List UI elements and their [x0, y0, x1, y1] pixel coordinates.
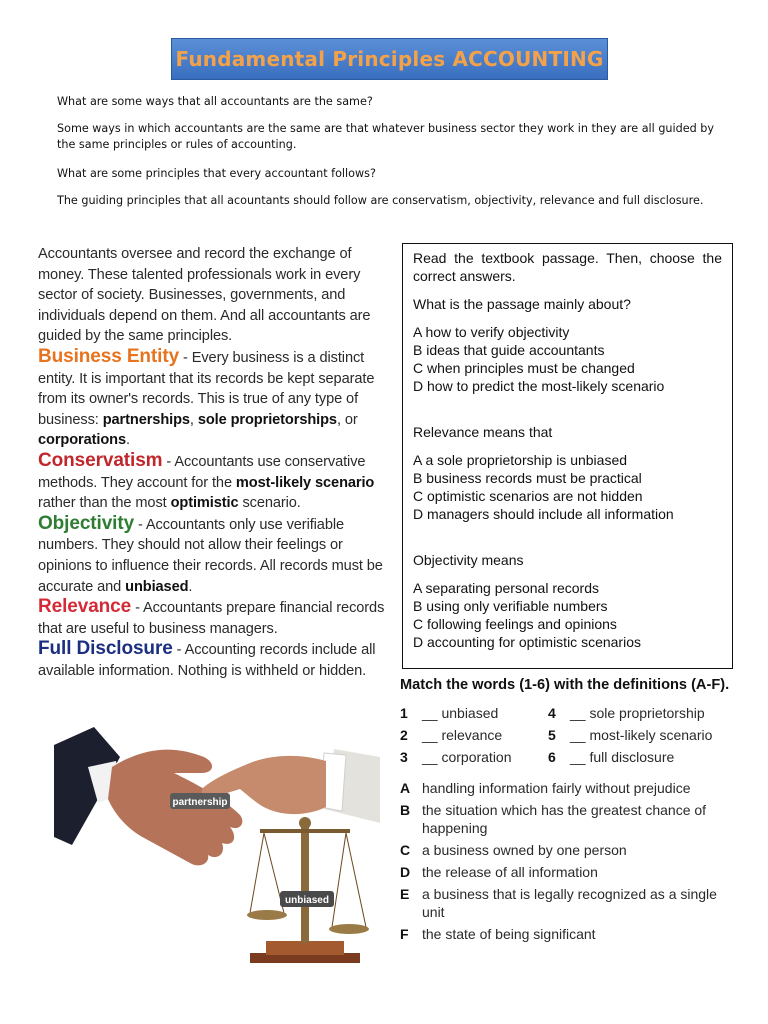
definition-text: the state of being significant [422, 926, 596, 942]
conservatism-text3: scenario. [238, 495, 301, 512]
match-definition [400, 925, 734, 943]
quiz-question-2: Relevance means that [413, 424, 553, 440]
page-title-banner [171, 38, 608, 80]
quiz-option[interactable]: D managers should include all information [413, 506, 674, 522]
quiz-options-1 [413, 323, 722, 395]
match-word-number: 6 [548, 749, 556, 765]
question-2: What are some principles that every accountant follows? [57, 167, 376, 180]
quiz-box [402, 243, 733, 669]
business-entity-sep2: , or [336, 411, 358, 428]
passage-business-entity [38, 347, 398, 451]
definition-text: a business that is legally recognized as a single unit [422, 886, 717, 920]
scale-top [299, 817, 311, 829]
definition-letter: D [400, 864, 411, 880]
partnership-tag-label: partnership [172, 797, 228, 808]
match-definition [400, 801, 734, 837]
match-word[interactable] [548, 748, 734, 766]
definition-text: the release of all information [422, 864, 598, 880]
scale-chain [332, 833, 346, 927]
match-word-text: __ most-likely scenario [570, 727, 713, 743]
scale-beam [260, 829, 350, 833]
question-1: What are some ways that all accountants are the same? [57, 95, 373, 108]
quiz-option[interactable]: C when principles must be changed [413, 360, 635, 376]
scale-chain [346, 833, 366, 927]
passage-conservatism [38, 451, 398, 514]
bold-partnerships: partnerships [102, 411, 190, 428]
definition-text: a business owned by one person [422, 842, 627, 858]
match-word-number: 4 [548, 705, 556, 721]
match-word-text: __ unbiased [422, 705, 499, 721]
business-entity-text: - Every business is a distinct entity. It is important that its records be kept separate from its owner's records. This is true of any type of business: [38, 349, 375, 428]
quiz-option[interactable]: C optimistic scenarios are not hidden [413, 488, 643, 504]
quiz-option[interactable]: C following feelings and opinions [413, 616, 617, 632]
quiz-option[interactable]: D accounting for optimistic scenarios [413, 634, 641, 650]
scale-plinth [266, 941, 344, 955]
page-title: Fundamental Principles ACCOUNTING [175, 47, 604, 71]
bold-corporations: corporations [38, 432, 126, 449]
definition-letter: C [400, 842, 411, 858]
match-definition [400, 863, 734, 881]
quiz-option[interactable]: A how to verify objectivity [413, 324, 570, 340]
term-relevance: Relevance [38, 596, 132, 618]
term-full-disclosure: Full Disclosure [38, 638, 173, 660]
definition-letter: B [400, 802, 411, 818]
matching-definitions [400, 779, 734, 943]
conservatism-text2: rather than the most [38, 495, 171, 512]
scale-pillar [301, 827, 309, 943]
quiz-question-1: What is the passage mainly about? [413, 296, 631, 312]
objectivity-text: - Accountants only use verifiable numbers. They should not allow their feelings or opinions to influence their records. All records must be accurate and [38, 516, 383, 595]
passage-full-disclosure [38, 639, 398, 681]
quiz-option[interactable]: A a sole proprietorship is unbiased [413, 452, 628, 468]
match-word-number: 2 [400, 727, 408, 743]
quiz-option[interactable]: B using only verifiable numbers [413, 598, 608, 614]
matching-words [400, 704, 734, 766]
bold-optimistic: optimistic [170, 495, 239, 512]
match-word-number: 3 [400, 749, 408, 765]
quiz-option[interactable]: D how to predict the most-likely scenario [413, 378, 665, 394]
business-entity-end: . [126, 432, 130, 449]
business-entity-sep1: , [189, 411, 198, 428]
definition-text: handling information fairly without prejudice [422, 780, 691, 796]
term-conservatism: Conservatism [38, 449, 163, 471]
quiz-options-2 [413, 451, 722, 523]
term-objectivity: Objectivity [38, 512, 135, 534]
match-word[interactable] [400, 726, 548, 744]
match-definition [400, 885, 734, 921]
relevance-text: - Accountants prepare financial records that are useful to business managers. [38, 600, 385, 637]
bold-unbiased: unbiased [125, 578, 189, 595]
quiz-question-3: Objectivity means [413, 552, 524, 568]
match-definition [400, 779, 734, 797]
match-word-text: __ sole proprietorship [570, 705, 705, 721]
answer-2: The guiding principles that all acountants should follow are conservatism, objectivity, relevance and full disclosure. [57, 194, 704, 207]
conservatism-text1: - Accountants use conservative methods. They account for the [38, 453, 366, 491]
unbiased-tag-label: unbiased [285, 895, 329, 906]
match-word-text: __ corporation [422, 749, 512, 765]
definition-letter: F [400, 926, 409, 942]
match-word[interactable] [400, 748, 548, 766]
match-word-text: __ relevance [422, 727, 503, 743]
scale-pan-left [247, 910, 287, 920]
objectivity-end: . [188, 578, 193, 595]
scale-pan-right [329, 924, 369, 934]
scale-chain [250, 833, 264, 913]
bold-most-likely-scenario: most-likely scenario [235, 474, 375, 491]
answer-1: Some ways in which accountants are the same are that whatever business sector they work in they are all guided by the same principles or rules of accounting. [57, 122, 714, 151]
definition-letter: E [400, 886, 410, 902]
definition-text: the situation which has the greatest chance of happening [422, 802, 707, 836]
match-word-text: __ full disclosure [570, 749, 675, 765]
match-definition [400, 841, 734, 859]
match-word-number: 5 [548, 727, 556, 743]
matching-exercise [400, 676, 734, 947]
match-word-number: 1 [400, 705, 408, 721]
quiz-option[interactable]: B business records must be practical [413, 470, 642, 486]
quiz-option[interactable]: B ideas that guide accountants [413, 342, 605, 358]
passage-relevance [38, 597, 398, 639]
passage-intro: Accountants oversee and record the exchange of money. These talented professionals work in every sector of society. Businesses, governments, and individuals depend on them. And all accountants are guided by the same principles. [38, 246, 371, 345]
quiz-option[interactable]: A separating personal records [413, 580, 599, 596]
matching-heading: Match the words (1-6) with the definitions (A-F). [400, 677, 730, 693]
match-word[interactable] [548, 704, 734, 722]
match-word[interactable] [548, 726, 734, 744]
term-business-entity: Business Entity [38, 345, 180, 367]
quiz-options-3 [413, 579, 722, 651]
definition-letter: A [400, 780, 411, 796]
quiz-instructions: Read the textbook passage. Then, choose the correct answers. [413, 250, 722, 284]
full-disclosure-text: - Accounting records include all available information. Nothing is withheld or hidden. [38, 642, 376, 679]
passage-objectivity [38, 514, 398, 597]
textbook-passage [38, 244, 398, 681]
bold-sole-proprietorships: sole proprietorships [197, 411, 337, 428]
handshake-scale-illustration [54, 727, 380, 963]
match-word[interactable] [400, 704, 548, 722]
